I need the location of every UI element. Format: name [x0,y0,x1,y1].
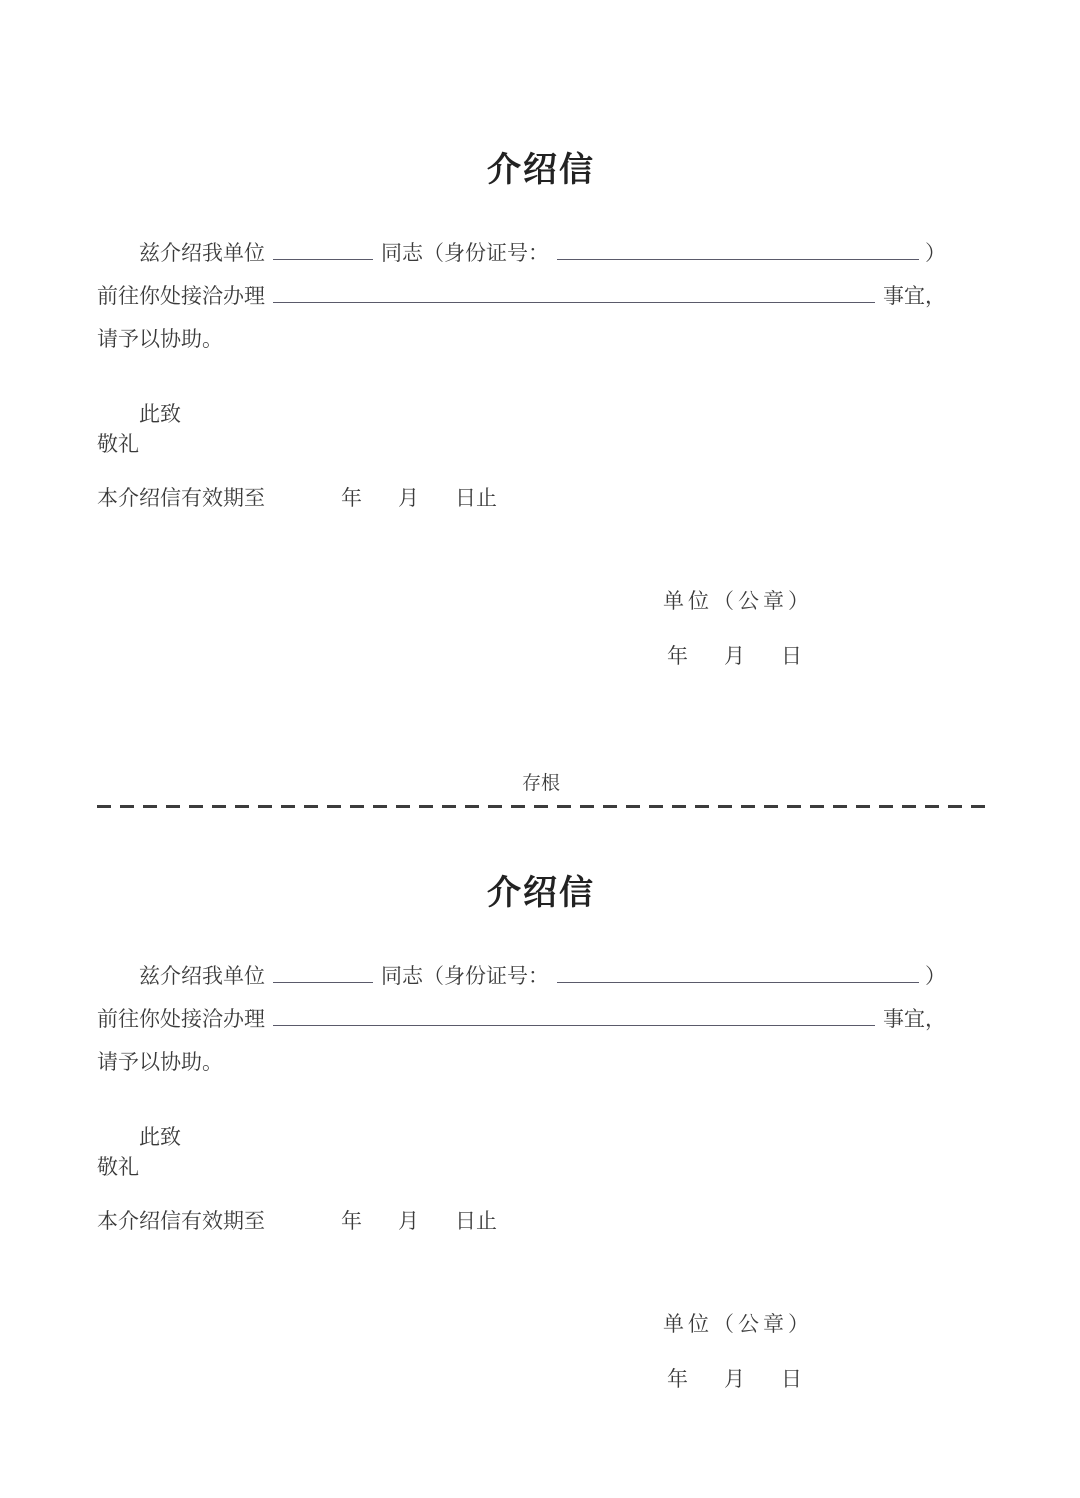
matter-line-suffix: 事宜， [883,284,946,308]
date-month-label: 月 [724,1367,745,1391]
intro-line-middle: 同志（身份证号： [381,241,549,265]
letter-body [97,232,985,361]
letter-title: 介绍信 [487,874,595,912]
signature-date-line [667,1364,985,1394]
seal-label: 单位（公章） [663,1312,813,1336]
date-day-label: 日 [781,644,802,668]
date-year-label: 年 [667,644,688,668]
id-number-blank [557,235,919,260]
matter-blank [273,278,875,303]
stub-divider [97,772,985,808]
letter-body [97,955,985,1084]
introduction-letter-bottom [97,873,985,1394]
assist-line: 请予以协助。 [97,1050,223,1074]
introduction-letter-top [97,150,985,671]
salute-cizhi: 此致 [139,1125,181,1149]
date-day-label: 日 [781,1367,802,1391]
salute-jingli: 敬礼 [97,1155,139,1179]
unit-name-blank [273,235,373,260]
letter-title: 介绍信 [487,151,595,189]
unit-name-blank [273,958,373,983]
intro-line-middle: 同志（身份证号： [381,964,549,988]
salute-cizhi: 此致 [139,402,181,426]
validity-month-label: 月 [398,1209,419,1233]
intro-line-suffix: ） [925,964,946,988]
salute-block [97,1122,985,1182]
matter-line-suffix: 事宜， [883,1007,946,1031]
validity-year-label: 年 [341,486,362,510]
salute-block [97,399,985,459]
tear-line [97,805,985,808]
intro-line-prefix: 兹介绍我单位 [139,241,265,265]
validity-month-label: 月 [398,486,419,510]
date-month-label: 月 [724,644,745,668]
validity-prefix: 本介绍信有效期至 [97,1209,265,1233]
assist-line: 请予以协助。 [97,327,223,351]
intro-line-suffix: ） [925,241,946,265]
validity-line [97,1206,985,1236]
intro-line-prefix: 兹介绍我单位 [139,964,265,988]
validity-day-label: 日止 [455,486,497,510]
matter-blank [273,1001,875,1026]
salute-jingli: 敬礼 [97,432,139,456]
validity-day-label: 日止 [455,1209,497,1233]
id-number-blank [557,958,919,983]
validity-line [97,483,985,513]
matter-line-prefix: 前往你处接洽办理 [97,1007,265,1031]
validity-year-label: 年 [341,1209,362,1233]
seal-label: 单位（公章） [663,589,813,613]
signature-date-line [667,641,985,671]
matter-line-prefix: 前往你处接洽办理 [97,284,265,308]
stub-label: 存根 [521,773,560,794]
date-year-label: 年 [667,1367,688,1391]
validity-prefix: 本介绍信有效期至 [97,486,265,510]
